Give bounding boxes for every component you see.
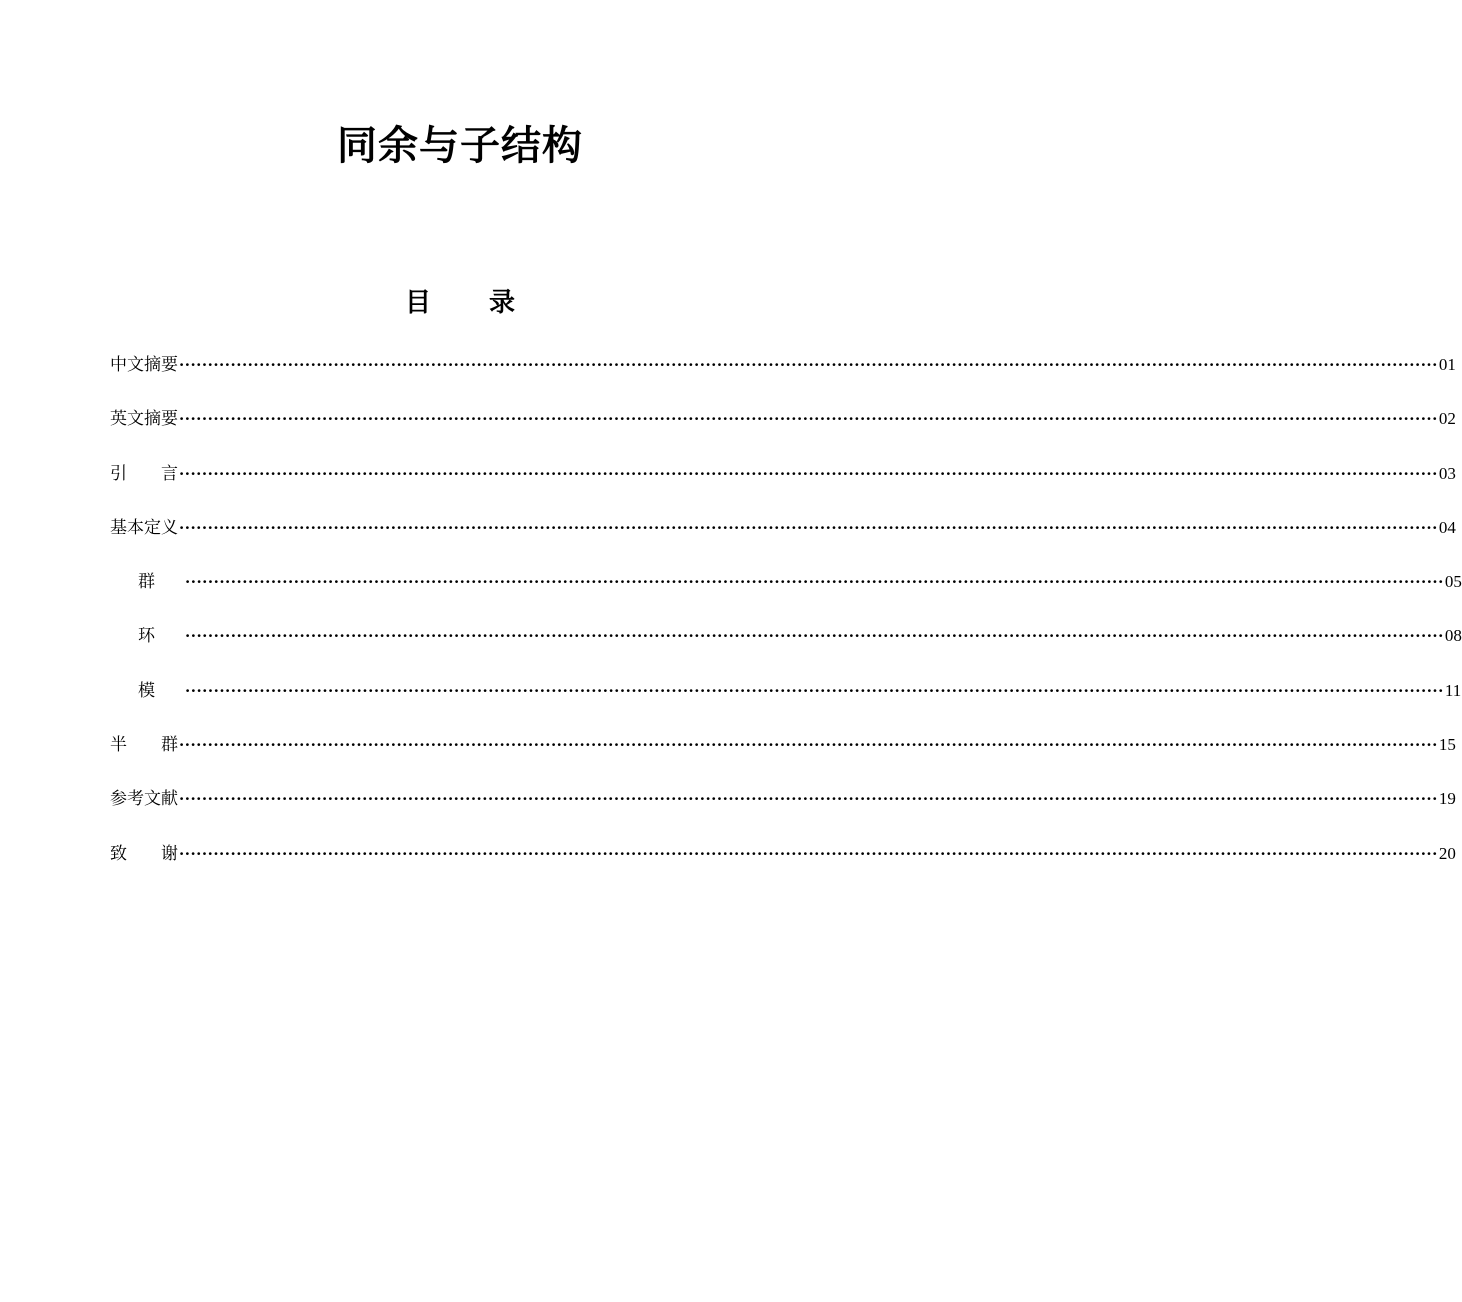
toc-entry-label: 群 (138, 572, 155, 593)
toc-dot-leader: ···························································································································································································································· (185, 627, 1444, 646)
toc-entry-label: 半 群 (110, 735, 178, 756)
toc-entry-page: 02 (1438, 409, 1456, 429)
toc-entry-ring[interactable] (110, 623, 1462, 677)
toc-entry-introduction[interactable] (110, 461, 1456, 515)
toc-entry-label: 英文摘要 (110, 409, 178, 430)
toc-entry-label: 引 言 (110, 463, 178, 484)
toc-entry-page: 11 (1444, 680, 1462, 700)
toc-entry-page: 01 (1438, 355, 1456, 374)
toc-entry-label: 环 (138, 626, 155, 647)
table-of-contents (110, 352, 1462, 895)
toc-dot-leader: ···························································································································································································································· (179, 410, 1438, 429)
toc-entry-basic-definitions[interactable] (110, 515, 1456, 569)
document-title: 同余与子结构 (337, 123, 583, 169)
toc-dot-leader: ···························································································································································································································· (179, 356, 1438, 374)
toc-entry-acknowledgements[interactable] (110, 841, 1456, 895)
toc-entry-semigroup[interactable] (110, 732, 1456, 786)
toc-heading (0, 286, 920, 320)
toc-entry-page: 15 (1438, 735, 1456, 755)
toc-entry-page: 05 (1444, 572, 1462, 592)
toc-entry-page: 04 (1438, 517, 1456, 537)
toc-heading-left: 目 (404, 288, 431, 318)
toc-entry-chinese-abstract[interactable] (110, 352, 1456, 406)
toc-entry-label: 模 (138, 680, 155, 701)
toc-entry-references[interactable] (110, 786, 1456, 840)
toc-heading-right: 录 (489, 288, 516, 318)
toc-dot-leader: ···························································································································································································································· (179, 844, 1438, 863)
toc-dot-leader: ···························································································································································································································· (185, 681, 1444, 700)
toc-entry-page: 19 (1438, 789, 1456, 809)
toc-entry-page: 03 (1438, 463, 1456, 483)
toc-entry-group[interactable] (110, 569, 1462, 623)
toc-dot-leader: ···························································································································································································································· (179, 518, 1438, 537)
toc-entry-label: 参考文献 (110, 789, 178, 810)
toc-entry-page: 08 (1444, 626, 1462, 646)
toc-dot-leader: ···························································································································································································································· (179, 736, 1438, 755)
toc-dot-leader: ···························································································································································································································· (185, 573, 1444, 592)
toc-entry-label: 致 谢 (110, 843, 178, 864)
toc-entry-label: 基本定义 (110, 517, 178, 538)
toc-entry-label: 中文摘要 (110, 355, 178, 375)
toc-entry-module[interactable] (110, 678, 1462, 732)
toc-dot-leader: ···························································································································································································································· (179, 464, 1438, 483)
toc-entry-page: 20 (1438, 843, 1456, 863)
toc-dot-leader: ···························································································································································································································· (179, 790, 1438, 809)
toc-entry-english-abstract[interactable] (110, 406, 1456, 460)
